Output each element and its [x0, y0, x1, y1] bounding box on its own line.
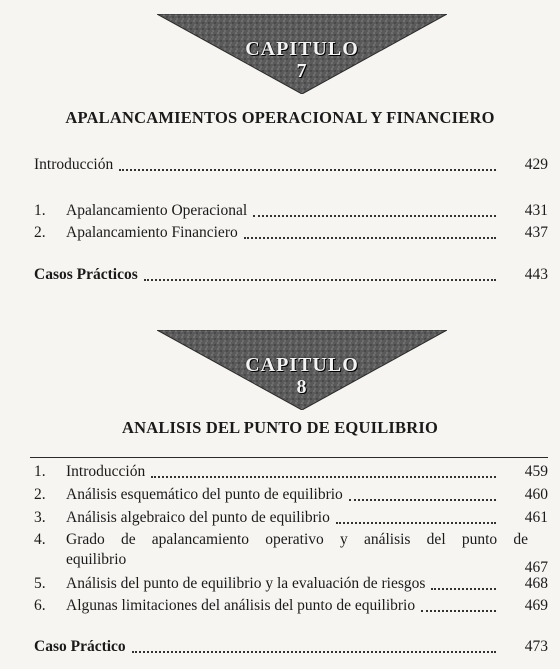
chapter-8-title: ANALISIS DEL PUNTO DE EQUILIBRIO — [121, 418, 439, 437]
toc-entry-7-2[interactable] — [34, 223, 548, 243]
dot-leader — [151, 476, 496, 478]
toc-entry-page: 429 — [524, 156, 548, 173]
toc-entry-page: 437 — [524, 224, 548, 241]
toc-entry-label: Introducción — [34, 156, 114, 173]
chapter-8-banner-word: CAPITULO — [245, 354, 359, 376]
toc-entry-page: 461 — [524, 509, 548, 526]
toc-entry-number: 5. — [34, 575, 46, 592]
toc-entry-8-1[interactable] — [34, 462, 548, 482]
toc-entry-label: Casos Prácticos — [34, 266, 138, 283]
toc-entry-number: 4. — [34, 531, 46, 548]
dot-leader — [132, 651, 496, 653]
toc-entry-page: 460 — [524, 486, 548, 503]
toc-entry-number: 1. — [34, 202, 46, 219]
toc-entry-8-2[interactable] — [34, 485, 548, 505]
toc-entry-number: 2. — [34, 224, 46, 241]
dot-leader — [336, 522, 496, 524]
toc-entry-number: 3. — [34, 509, 46, 526]
toc-entry-caso-practico[interactable] — [34, 637, 548, 657]
toc-entry-label-line2: equilibrio — [66, 551, 127, 568]
toc-entry-label: Apalancamiento Financiero — [66, 224, 238, 241]
toc-entry-label-line1: Grado de apalancamiento operativo y análisis del punto de — [66, 531, 528, 548]
toc-entry-label: Análisis del punto de equilibrio y la evaluación de riesgos — [66, 575, 426, 592]
chapter-7-title: APALANCAMIENTOS OPERACIONAL Y FINANCIERO — [65, 108, 495, 127]
chapter-8-banner — [157, 330, 447, 410]
toc-entry-7-1[interactable] — [34, 201, 548, 221]
dot-leader — [119, 169, 496, 171]
dot-leader — [431, 588, 496, 590]
toc-entry-8-4[interactable] — [34, 530, 548, 578]
dot-leader — [349, 499, 496, 501]
toc-entry-casos-practicos[interactable] — [34, 265, 548, 285]
dot-leader — [253, 215, 496, 217]
toc-entry-label: Apalancamiento Operacional — [66, 202, 248, 219]
toc-entry-page: 473 — [524, 638, 548, 655]
toc-entry-8-6[interactable] — [34, 596, 548, 616]
toc-entry-label: Caso Práctico — [34, 638, 126, 655]
toc-entry-number: 2. — [34, 486, 46, 503]
toc-entry-label: Algunas limitaciones del análisis del punto de equilibrio — [66, 597, 416, 614]
toc-entry-page: 431 — [524, 202, 548, 219]
toc-entry-label: Introducción — [66, 463, 146, 480]
toc-entry-number: 6. — [34, 597, 46, 614]
chapter-7-banner-number: 7 — [296, 60, 308, 82]
toc-entry-introduccion-7[interactable] — [34, 155, 548, 175]
toc-entry-label: Análisis algebraico del punto de equilibrio — [66, 509, 330, 526]
toc-entry-page: 467 — [524, 559, 548, 576]
toc-entry-number: 1. — [34, 463, 46, 480]
toc-entry-page: 459 — [524, 463, 548, 480]
dot-leader — [421, 610, 496, 612]
toc-entry-label: Análisis esquemático del punto de equilibrio — [66, 486, 343, 503]
chapter-8-banner-number: 8 — [296, 376, 308, 398]
chapter-7-banner — [157, 14, 447, 94]
toc-entry-page: 468 — [524, 575, 548, 592]
toc-entry-page: 469 — [524, 597, 548, 614]
toc-entry-8-5[interactable] — [34, 574, 548, 594]
divider — [30, 457, 548, 458]
toc-entry-8-3[interactable] — [34, 508, 548, 528]
dot-leader — [244, 237, 496, 239]
chapter-7-banner-word: CAPITULO — [245, 38, 359, 60]
dot-leader — [144, 279, 496, 281]
toc-entry-page: 443 — [524, 266, 548, 283]
